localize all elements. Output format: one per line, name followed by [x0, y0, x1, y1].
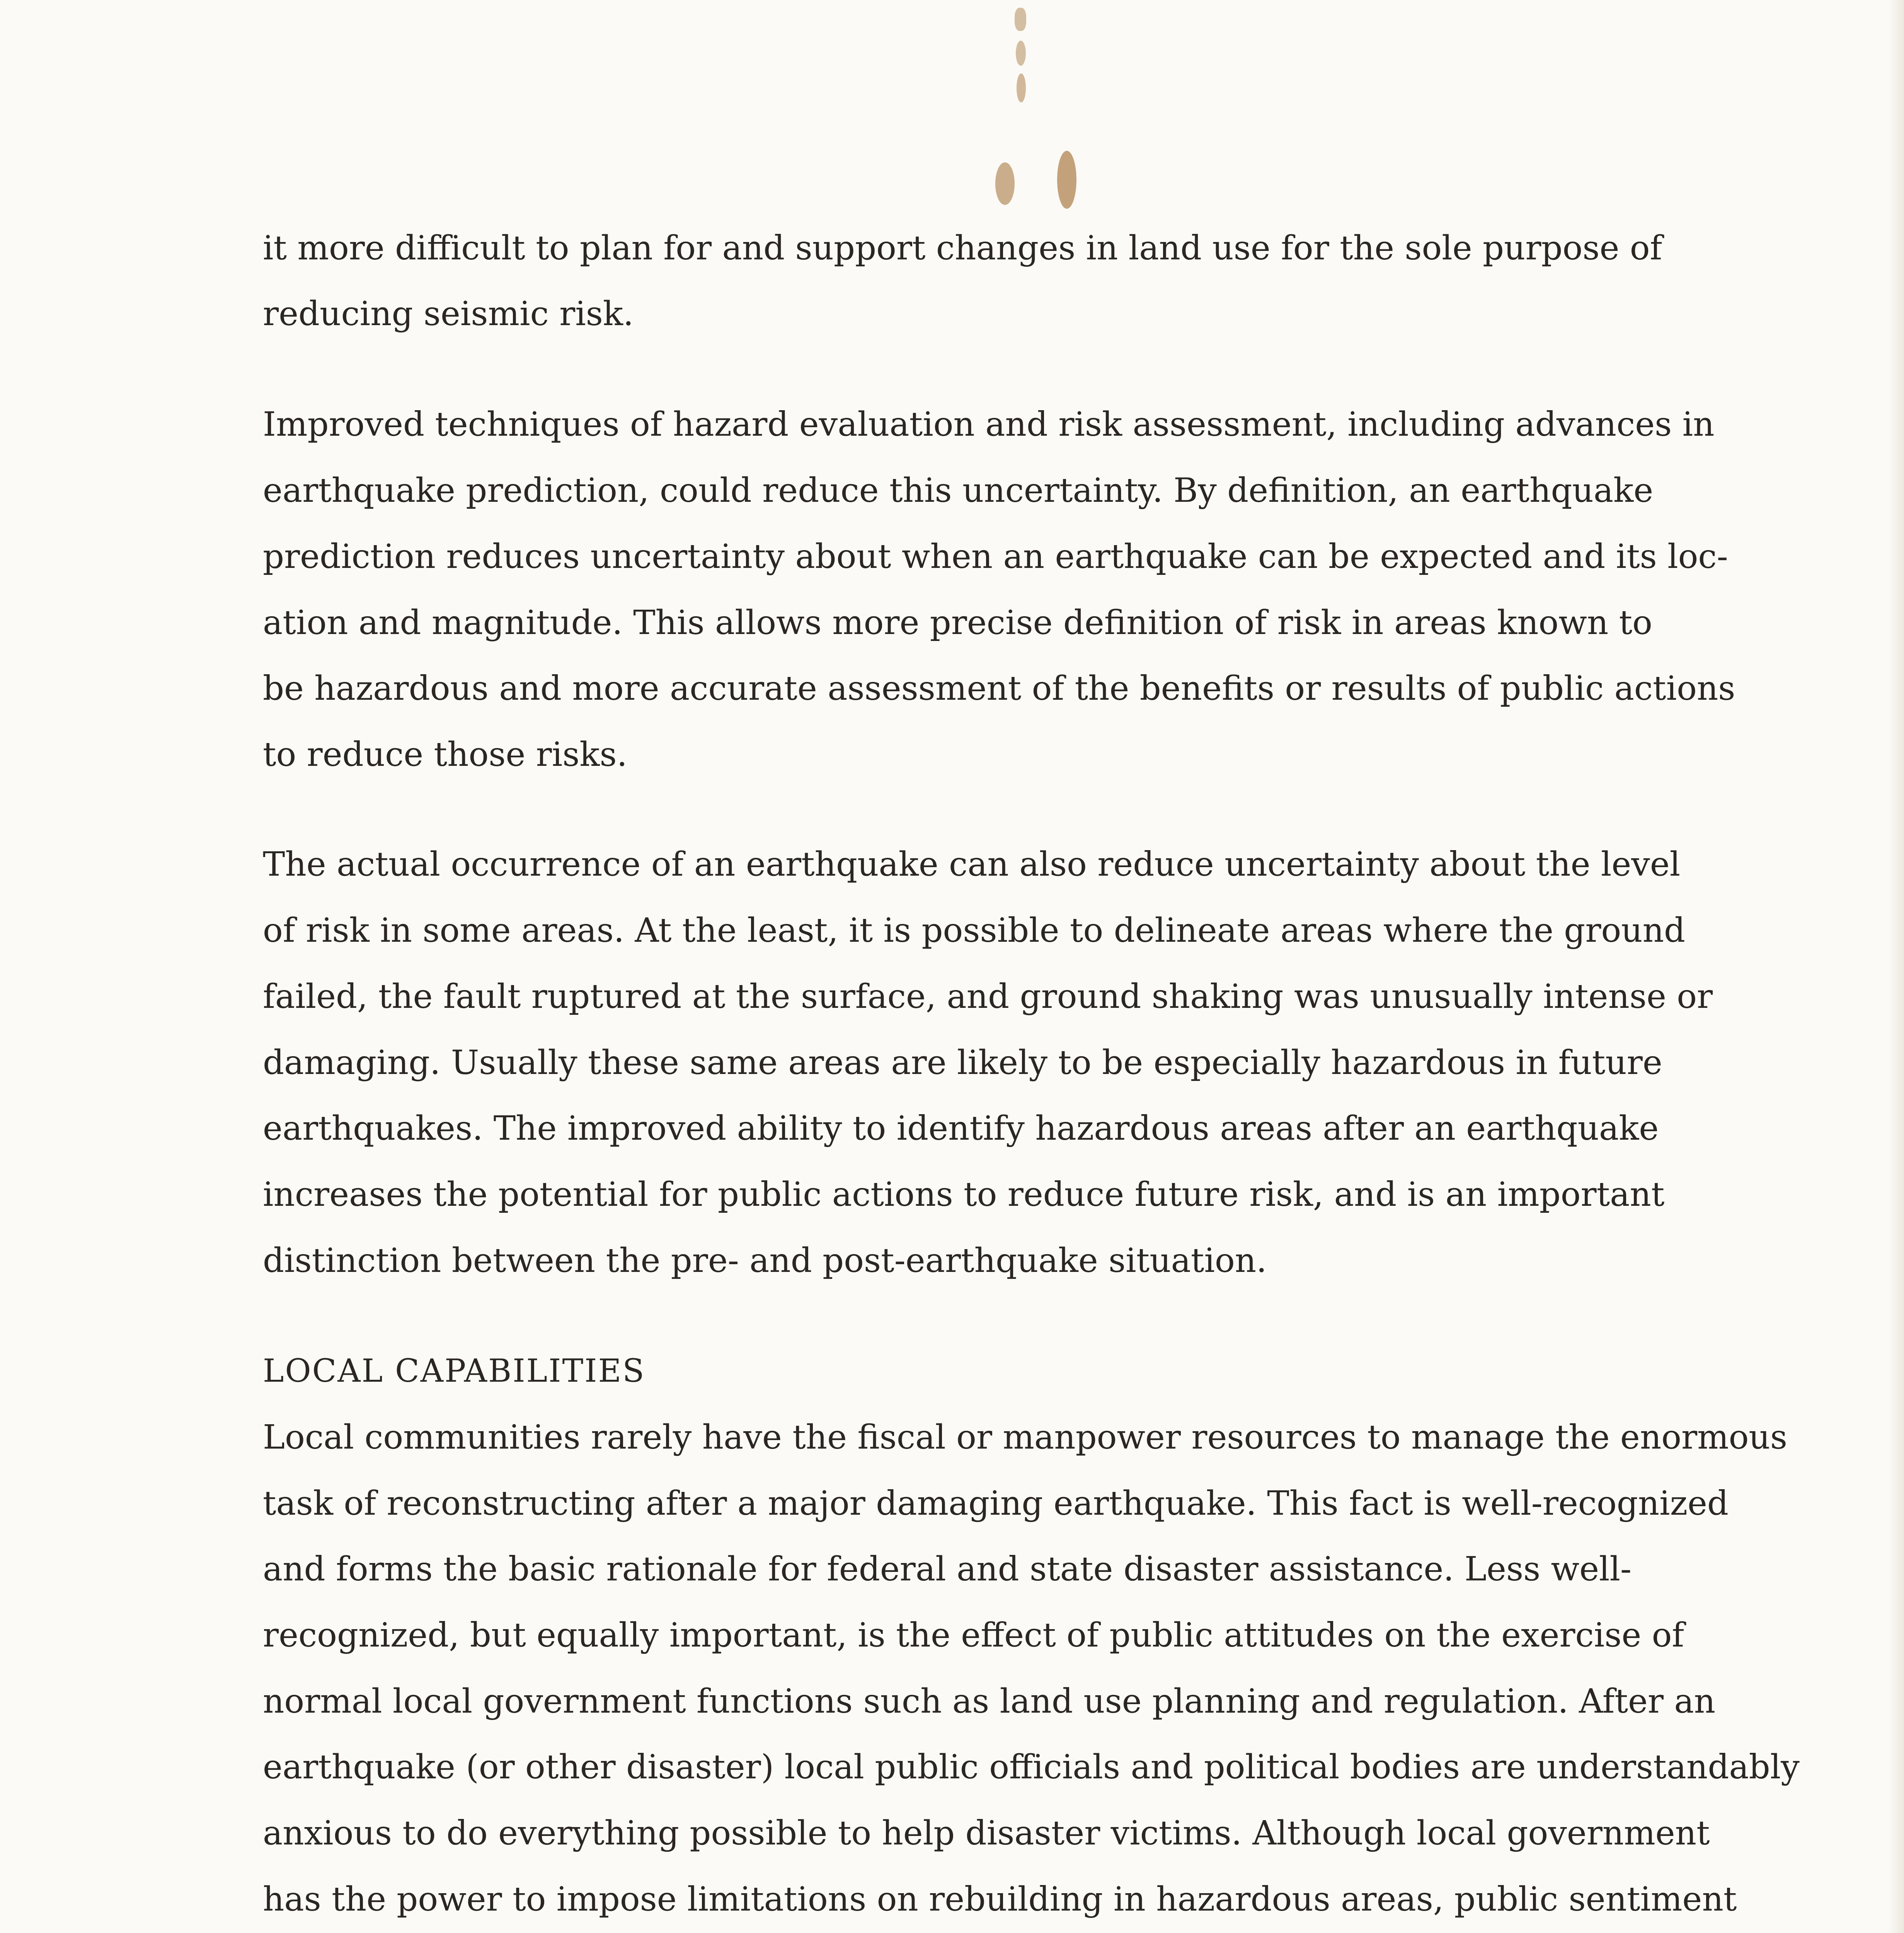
text-line: has the power to impose limitations on rebuilding in hazardous areas, public sentiment [263, 1880, 1737, 1919]
text-line: recognized, but equally important, is the effect of public attitudes on the exercise of [263, 1616, 1684, 1655]
text-line: anxious to do everything possible to help disaster victims. Although local government [263, 1814, 1710, 1853]
section-heading: LOCAL CAPABILITIES [263, 1353, 645, 1389]
text-line: be hazardous and more accurate assessment of the benefits or results of public actions [263, 669, 1735, 708]
text-line: of risk in some areas. At the least, it is possible to delineate areas where the ground [263, 911, 1686, 950]
text-line: to reduce those risks. [263, 735, 627, 774]
text-line: earthquake prediction, could reduce this uncertainty. By definition, an earthquake [263, 471, 1654, 510]
stain-mark [1016, 41, 1026, 66]
page-edge-shadow [1889, 0, 1904, 1933]
stain-mark [995, 162, 1015, 205]
stain-mark [1017, 73, 1026, 102]
text-line: ation and magnitude. This allows more precise definition of risk in areas known to [263, 603, 1652, 642]
text-line: earthquake (or other disaster) local public officials and political bodies are understandably [263, 1748, 1800, 1786]
text-line: failed, the fault ruptured at the surface, and ground shaking was unusually intense or [263, 977, 1713, 1016]
text-line: normal local government functions such as land use planning and regulation. After an [263, 1682, 1716, 1721]
text-line: increases the potential for public actions to reduce future risk, and is an important [263, 1175, 1665, 1214]
text-line: prediction reduces uncertainty about when an earthquake can be expected and its loc- [263, 537, 1728, 576]
text-line: reducing seismic risk. [263, 295, 634, 333]
text-line: and forms the basic rationale for federal and state disaster assistance. Less well- [263, 1550, 1632, 1589]
text-line: distinction between the pre- and post-earthquake situation. [263, 1241, 1267, 1280]
text-line: earthquakes. The improved ability to identify hazardous areas after an earthquake [263, 1109, 1659, 1148]
stain-mark [1015, 8, 1026, 31]
stain-mark [1057, 151, 1076, 209]
text-line: The actual occurrence of an earthquake can also reduce uncertainty about the level [263, 845, 1681, 884]
text-line: task of reconstructing after a major damaging earthquake. This fact is well-recognized [263, 1484, 1729, 1523]
text-line: Improved techniques of hazard evaluation and risk assessment, including advances in [263, 405, 1715, 444]
text-line: Local communities rarely have the fiscal or manpower resources to manage the enormous [263, 1418, 1787, 1457]
text-line: it more difficult to plan for and support changes in land use for the sole purpose of [263, 229, 1662, 268]
text-line: damaging. Usually these same areas are likely to be especially hazardous in future [263, 1043, 1662, 1082]
